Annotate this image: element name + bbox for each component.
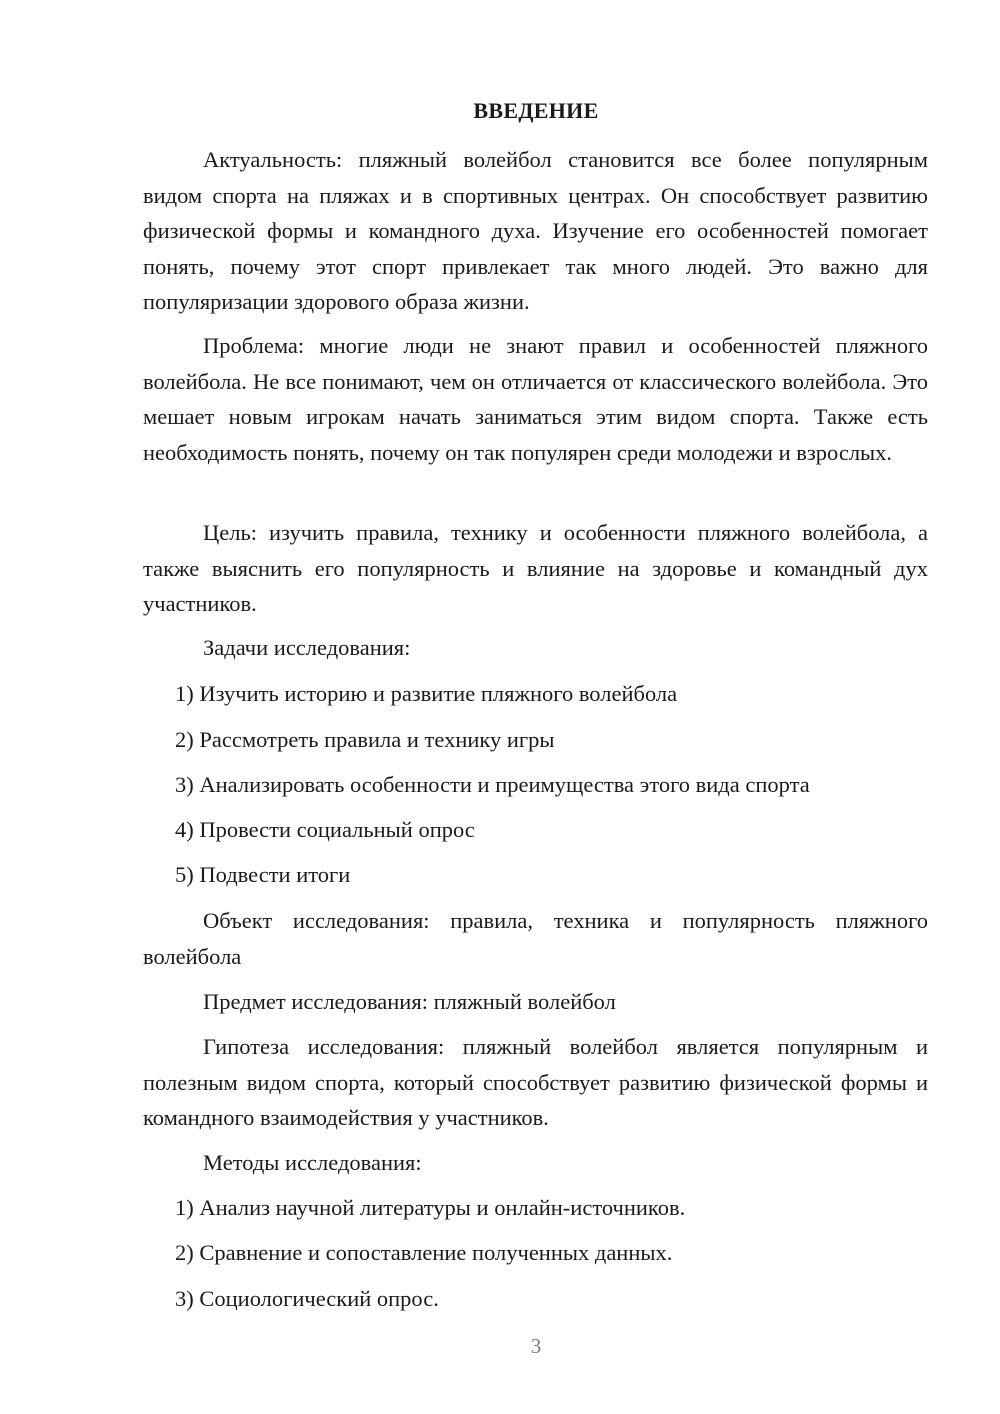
- task-item: 2) Рассмотреть правила и технику игры: [175, 727, 555, 752]
- goal-paragraph: Цель: изучить правила, технику и особенности пляжного волейбола, а также выяснить его популярность и влияние на здоровье и командный дух участников.: [143, 520, 928, 616]
- object-paragraph: Объект исследования: правила, техника и популярность пляжного волейбола: [143, 908, 928, 969]
- task-item: 1) Изучить историю и развитие пляжного волейбола: [175, 681, 678, 706]
- method-item: 3) Социологический опрос.: [175, 1286, 439, 1311]
- methods-heading: Методы исследования:: [203, 1150, 422, 1175]
- method-item: 1) Анализ научной литературы и онлайн-источников.: [175, 1195, 686, 1220]
- page-number: 3: [530, 1334, 542, 1358]
- task-item: 3) Анализировать особенности и преимущества этого вида спорта: [175, 772, 810, 797]
- tasks-heading: Задачи исследования:: [203, 635, 411, 660]
- problem-paragraph: Проблема: многие люди не знают правил и особенностей пляжного волейбола. Не все понимают, чем он отличается от классического волейбола. Это мешает новым игрокам начать заниматься этим видом спорта. Также есть необходимость понять, почему он так популярен среди молодежи и взрослых.: [143, 333, 928, 465]
- task-item: 5) Подвести итоги: [175, 862, 351, 887]
- hypothesis-paragraph: Гипотеза исследования: пляжный волейбол является популярным и полезным видом спорта, который способствует развитию физической формы и командного взаимодействия у участников.: [143, 1034, 928, 1130]
- section-heading: ВВЕДЕНИЕ: [473, 98, 599, 123]
- subject-line: Предмет исследования: пляжный волейбол: [203, 989, 616, 1014]
- relevance-paragraph: Актуальность: пляжный волейбол становится все более популярным видом спорта на пляжах и в спортивных центрах. Он способствует развитию физической формы и командного духа. Изучение его особенностей помогает понять, почему этот спорт привлекает так много людей. Это важно для популяризации здорового образа жизни.: [143, 147, 928, 314]
- method-item: 2) Сравнение и сопоставление полученных данных.: [175, 1240, 673, 1265]
- task-item: 4) Провести социальный опрос: [175, 817, 475, 842]
